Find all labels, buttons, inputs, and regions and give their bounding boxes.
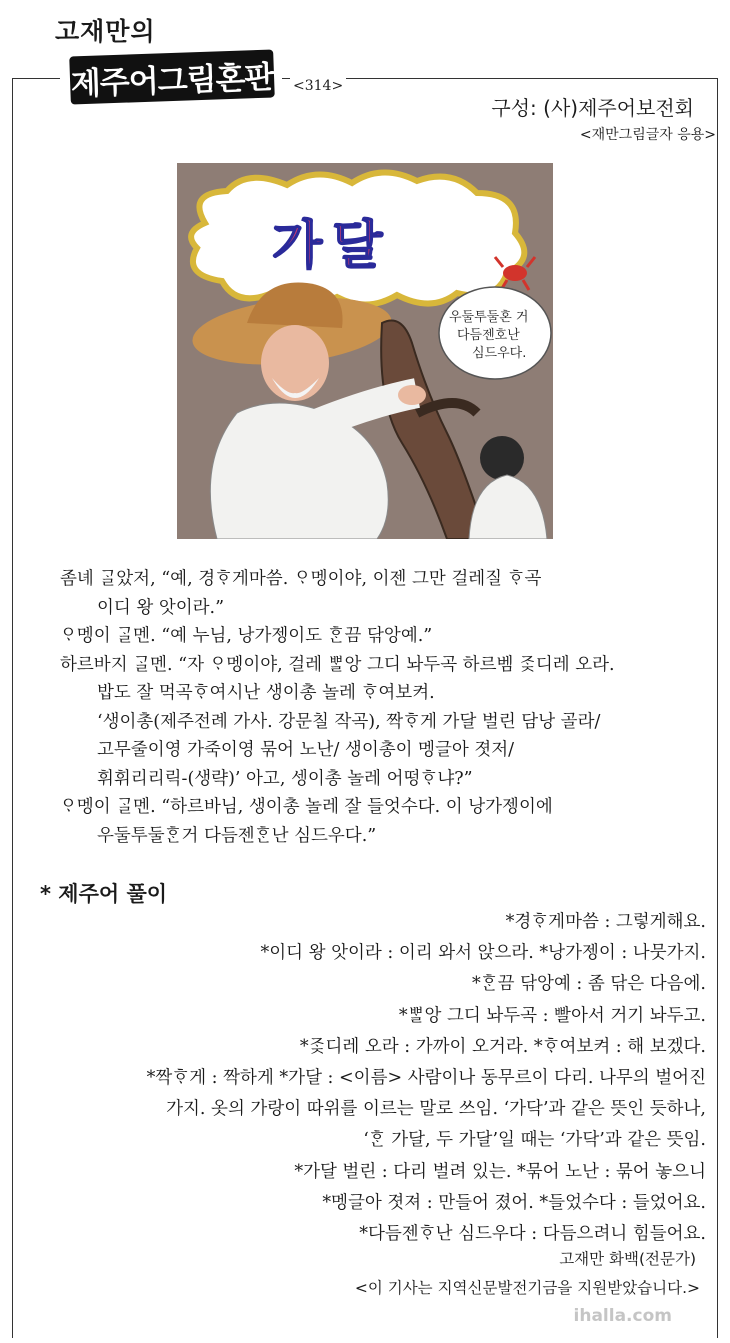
series-title: 고재만의 <box>55 17 156 46</box>
old-man-face <box>261 325 329 401</box>
glossary-body <box>46 907 706 1250</box>
dialogue-line: 고무줄이영 가죽이영 묶어 노난/ 생이총이 멩글아 졋저/ <box>97 740 515 760</box>
glossary-line: *가달 벌린 : 다리 벌려 있는. *묶어 노난 : 묶어 놓으니 <box>294 1161 706 1182</box>
glossary-line: *이디 왕 앗이라 : 이리 와서 앉으라. *낭가젱이 : 나뭇가지. <box>260 943 706 964</box>
glossary-line: *ᄈᆞᆯ앙 그디 놔두곡 : 빨아서 거기 놔두고. <box>398 1005 706 1026</box>
site-watermark: ihalla.com <box>573 1306 672 1326</box>
dialogue-line: 우둘투둘ᄒᆞᆫ거 다듬젠ᄒᆞᆫ난 심드우다.” <box>97 825 377 846</box>
glossary-line: *경ᄒᆞ게마씀 : 그렇게해요. <box>505 912 706 932</box>
dialogue-line: 좀녜 ᄀᆞᆯ았저, “예, 경ᄒᆞ게마씀. ᄋᆞ멩이야, 이젠 그만 걸레질 ᄒᆞ곡 <box>60 569 542 589</box>
child-body <box>469 475 547 539</box>
dialogue-line: ᄋᆞ멩이 ᄀᆞᆯ멘. “하르바님, 생이총 놀레 잘 들엇수다. 이 낭가젱이에 <box>60 797 553 817</box>
glossary-line: ‘ᄒᆞᆫ 가달, 두 가달’일 때는 ‘가닥’과 같은 뜻임. <box>363 1130 706 1151</box>
glossary-line: *ᄒᆞᆫ끔 닦앙예 : 좀 닦은 다음에. <box>472 974 706 995</box>
cartoon-drawing <box>177 163 553 539</box>
glossary-line: 가지. 옷의 가랑이 따위를 이르는 말로 쓰임. ‘가닥’과 같은 뜻인 듯하나, <box>166 1099 706 1120</box>
cartoon-illustration <box>177 163 553 539</box>
glossary-line: *ᄌᆞᆽ디레 오라 : 가까이 오거라. *ᄒᆞ여보켜 : 해 보겠다. <box>299 1036 706 1057</box>
dialogue-body <box>60 565 700 850</box>
child-head <box>480 436 524 480</box>
author-signature: 고재만 화백(전문가) <box>559 1250 696 1268</box>
glossary-line: *다듬젠ᄒᆞ난 심드우다 : 다듬으려니 힘들어요. <box>359 1224 706 1245</box>
episode-number: <314> <box>290 78 346 94</box>
glossary-heading: * 제주어 풀이 <box>40 882 168 906</box>
series-logo: 제주어그림혼판 <box>69 49 275 104</box>
dialogue-line: 하르바지 ᄀᆞᆯ멘. “자 ᄋᆞ멩이야, 걸레 ᄈᆞᆯ앙 그디 놔두곡 하르벰 ᄌᆞᆽ디레 오라. <box>60 654 615 675</box>
credit-subline: <재만그림글자 응용> <box>579 127 716 143</box>
credit-line: 구성: (사)제주어보전회 <box>491 96 694 120</box>
dialogue-line: ‘생이총(제주전례 가사. 강문칠 작곡), 짝ᄒᆞ게 가달 벌린 담낭 골라/ <box>97 711 601 732</box>
dialogue-line: ᄋᆞ멩이 ᄀᆞᆯ멘. “예 누님, 낭가젱이도 ᄒᆞᆫ끔 닦앙예.” <box>60 626 433 646</box>
speech-line-1: 우둘투둘혼 거 <box>449 310 529 325</box>
speech-line-3: 심드우다. <box>472 346 527 361</box>
dialogue-line: 휘휘리리릭-(생략)’ 아고, 셍이총 놀레 어떵ᄒᆞ냐?” <box>97 768 473 789</box>
funding-notice: <이 기사는 지역신문발전기금을 지원받았습니다.> <box>354 1279 700 1297</box>
dialogue-line: 밥도 잘 먹곡ᄒᆞ여시난 생이총 놀레 ᄒᆞ여보켜. <box>97 683 435 703</box>
speech-line-2: 다듬젠호난 <box>457 328 520 343</box>
title-cloud-text: 가달 <box>272 216 393 276</box>
glossary-line: *멩글아 졋져 : 만들어 졌어. *들었수다 : 들었어요. <box>322 1192 706 1213</box>
glossary-line: *짝ᄒᆞ게 : 짝하게 *가달 : <이름> 사람이나 동무르이 다리. 나무의 벌어진 <box>146 1068 706 1089</box>
dialogue-line: 이디 왕 앗이라.” <box>97 597 225 618</box>
